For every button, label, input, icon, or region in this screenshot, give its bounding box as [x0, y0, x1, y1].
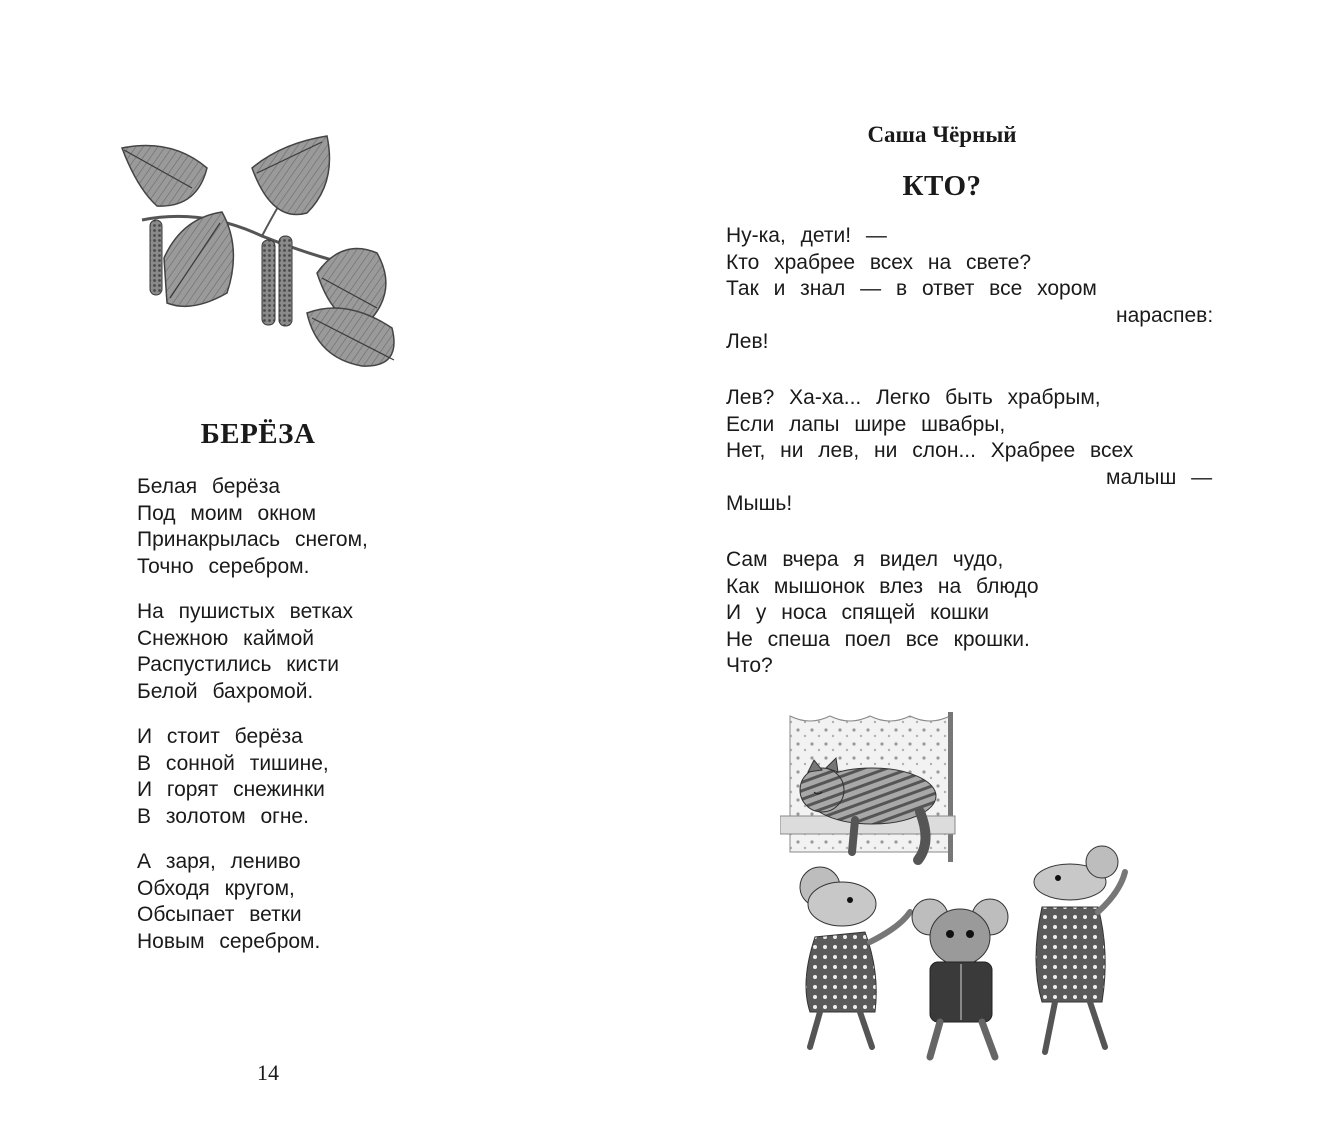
poem-line: нараспев: — [1116, 303, 1214, 327]
poem-line: Обходя кругом, — [137, 876, 295, 900]
poem-line: Не спеша поел все крошки. — [726, 627, 1030, 651]
poem-line: Кто храбрее всех на свете? — [726, 250, 1032, 274]
poem-line: Если лапы шире швабры, — [726, 412, 1006, 436]
birch-branch-illustration — [112, 128, 412, 378]
poem-line: И стоит берёза — [137, 725, 303, 748]
poem-line: Новым серебром. — [137, 929, 321, 953]
poem-line: В сонной тишине, — [137, 751, 329, 775]
poem-title: КТО? — [902, 170, 982, 202]
poem-line: Сам вчера я видел чудо, — [726, 548, 1004, 571]
poem-line: Нет, ни лев, ни слон... Храбрее всех — [726, 439, 1134, 463]
poem-line: Лев! — [726, 330, 769, 354]
poem-line: Как мышонок влез на блюдо — [726, 574, 1039, 598]
page-number: 14 — [257, 1060, 279, 1085]
poem-line: В золотом огне. — [137, 804, 309, 828]
poem-line: малыш — — [1106, 465, 1213, 489]
poem-line: А заря, лениво — [137, 850, 301, 873]
poem-line: И горят снежинки — [137, 778, 325, 802]
poem-line: Снежною каймой — [137, 626, 315, 650]
poem-line: Белая берёза — [137, 475, 281, 498]
stanza — [726, 547, 1039, 680]
stanza — [137, 724, 329, 830]
poem-line: Мышь! — [726, 492, 793, 516]
poem-line: Обсыпает ветки — [137, 903, 302, 927]
stanza — [726, 385, 1212, 518]
poem-line: Принакрылась снегом, — [137, 528, 368, 552]
poem-line: И у носа спящей кошки — [726, 601, 989, 625]
author-name: Саша Чёрный — [867, 122, 1017, 147]
poem-line: Точно серебром. — [137, 554, 310, 578]
cat-and-mice-illustration — [780, 712, 1130, 1067]
poem-line: Ну-ка, дети! — — [726, 224, 887, 247]
stanza — [137, 599, 353, 705]
poem-line: Так и знал — в ответ все хором — [726, 277, 1097, 301]
poem-line: Под моим окном — [137, 501, 317, 525]
stanza — [726, 223, 1213, 356]
right-page — [662, 0, 1324, 1131]
poem-line: На пушистых ветках — [137, 600, 354, 623]
poem-line: Распустились кисти — [137, 653, 339, 677]
poem-title: БЕРЁЗА — [200, 418, 316, 450]
poem-line: Лев? Ха-ха... Легко быть храбрым, — [726, 386, 1101, 409]
poem-line: Что? — [726, 654, 773, 678]
poem-line: Белой бахромой. — [137, 679, 314, 703]
stanza — [137, 849, 320, 955]
stanza — [137, 474, 368, 580]
